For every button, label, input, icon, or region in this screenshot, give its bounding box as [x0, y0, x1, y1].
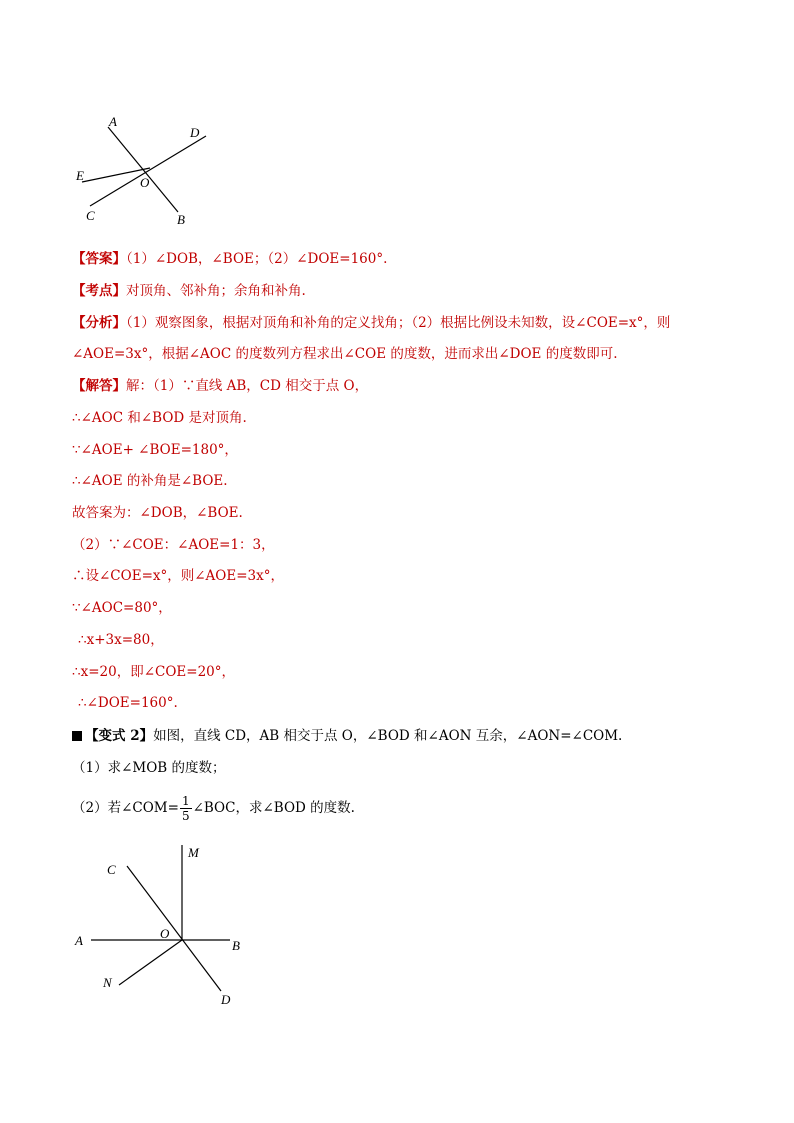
solution-line-7: ∴设∠COE=x°，则∠AOE=3x°，	[72, 568, 284, 584]
variant2-tag: 【变式 2】	[85, 728, 154, 744]
solution-line-2: ∴∠AOC 和∠BOD 是对顶角.	[72, 410, 247, 426]
line-cd	[90, 136, 206, 206]
figure-2-diagram	[0, 830, 794, 1030]
solution-line-3: ∵∠AOE+ ∠BOE=180°，	[72, 442, 238, 458]
label-B: B	[177, 212, 185, 227]
figure-1-diagram	[0, 0, 794, 240]
variant2-q2	[72, 788, 355, 828]
variant2-q1: （1）求∠MOB 的度数；	[72, 760, 226, 776]
solution-tag: 【解答】	[72, 378, 126, 394]
answer-line	[72, 249, 387, 269]
analysis-tag: 【分析】	[72, 315, 126, 331]
solution-line-5: 故答案为：∠DOB，∠BOE.	[72, 505, 243, 521]
label-D2: D	[221, 992, 231, 1007]
solution-line-10: ∴x=20，即∠COE=20°，	[72, 664, 235, 680]
analysis-line-1	[72, 313, 670, 333]
ray-on	[119, 940, 182, 985]
label-N: N	[103, 975, 112, 990]
label-C2: C	[107, 862, 116, 877]
label-O2: O	[160, 926, 170, 941]
variant2-line	[72, 726, 622, 746]
label-D: D	[190, 125, 200, 140]
fraction-denominator: 5	[181, 809, 190, 823]
label-O: O	[140, 175, 150, 190]
point-tag: 【考点】	[72, 283, 126, 299]
label-M: M	[188, 845, 199, 860]
solution-text-1: 解：（1）∵直线 AB，CD 相交于点 O，	[126, 378, 369, 394]
label-C: C	[86, 208, 95, 223]
answer-tag: 【答案】	[72, 251, 126, 267]
point-text: 对顶角、邻补角；余角和补角.	[126, 283, 306, 299]
analysis-line-2: ∠AOE=3x°，根据∠AOC 的度数列方程求出∠COE 的度数，进而求出∠DOE 的度数即可.	[72, 346, 618, 362]
solution-line-9: ∴x+3x=80，	[78, 632, 164, 648]
label-A: A	[109, 114, 117, 129]
fraction-numerator: 1	[181, 794, 190, 808]
fraction	[180, 794, 192, 823]
solution-line-11: ∴∠DOE=160°.	[78, 695, 178, 711]
q2-suffix: ∠BOC，求∠BOD 的度数.	[192, 800, 355, 816]
label-E: E	[76, 168, 84, 183]
line-cd-2	[127, 866, 221, 991]
q2-prefix: （2）若∠COM=	[72, 800, 179, 816]
answer-text: （1）∠DOB，∠BOE；（2）∠DOE=160°.	[126, 251, 388, 267]
solution-line-1	[72, 376, 368, 396]
solution-line-6: （2）∵∠COE：∠AOE=1：3，	[72, 537, 275, 553]
label-B2: B	[232, 938, 240, 953]
solution-line-8: ∵∠AOC=80°，	[72, 600, 172, 616]
point-line	[72, 281, 306, 301]
variant2-text: 如图，直线 CD，AB 相交于点 O，∠BOD 和∠AON 互余，∠AON=∠COM.	[153, 728, 623, 744]
label-A2: A	[75, 933, 83, 948]
square-bullet-icon	[72, 731, 82, 741]
analysis-text-1: （1）观察图象，根据对顶角和补角的定义找角；（2）根据比例设未知数，设∠COE=x°，则	[126, 315, 671, 331]
solution-line-4: ∴∠AOE 的补角是∠BOE.	[72, 473, 228, 489]
